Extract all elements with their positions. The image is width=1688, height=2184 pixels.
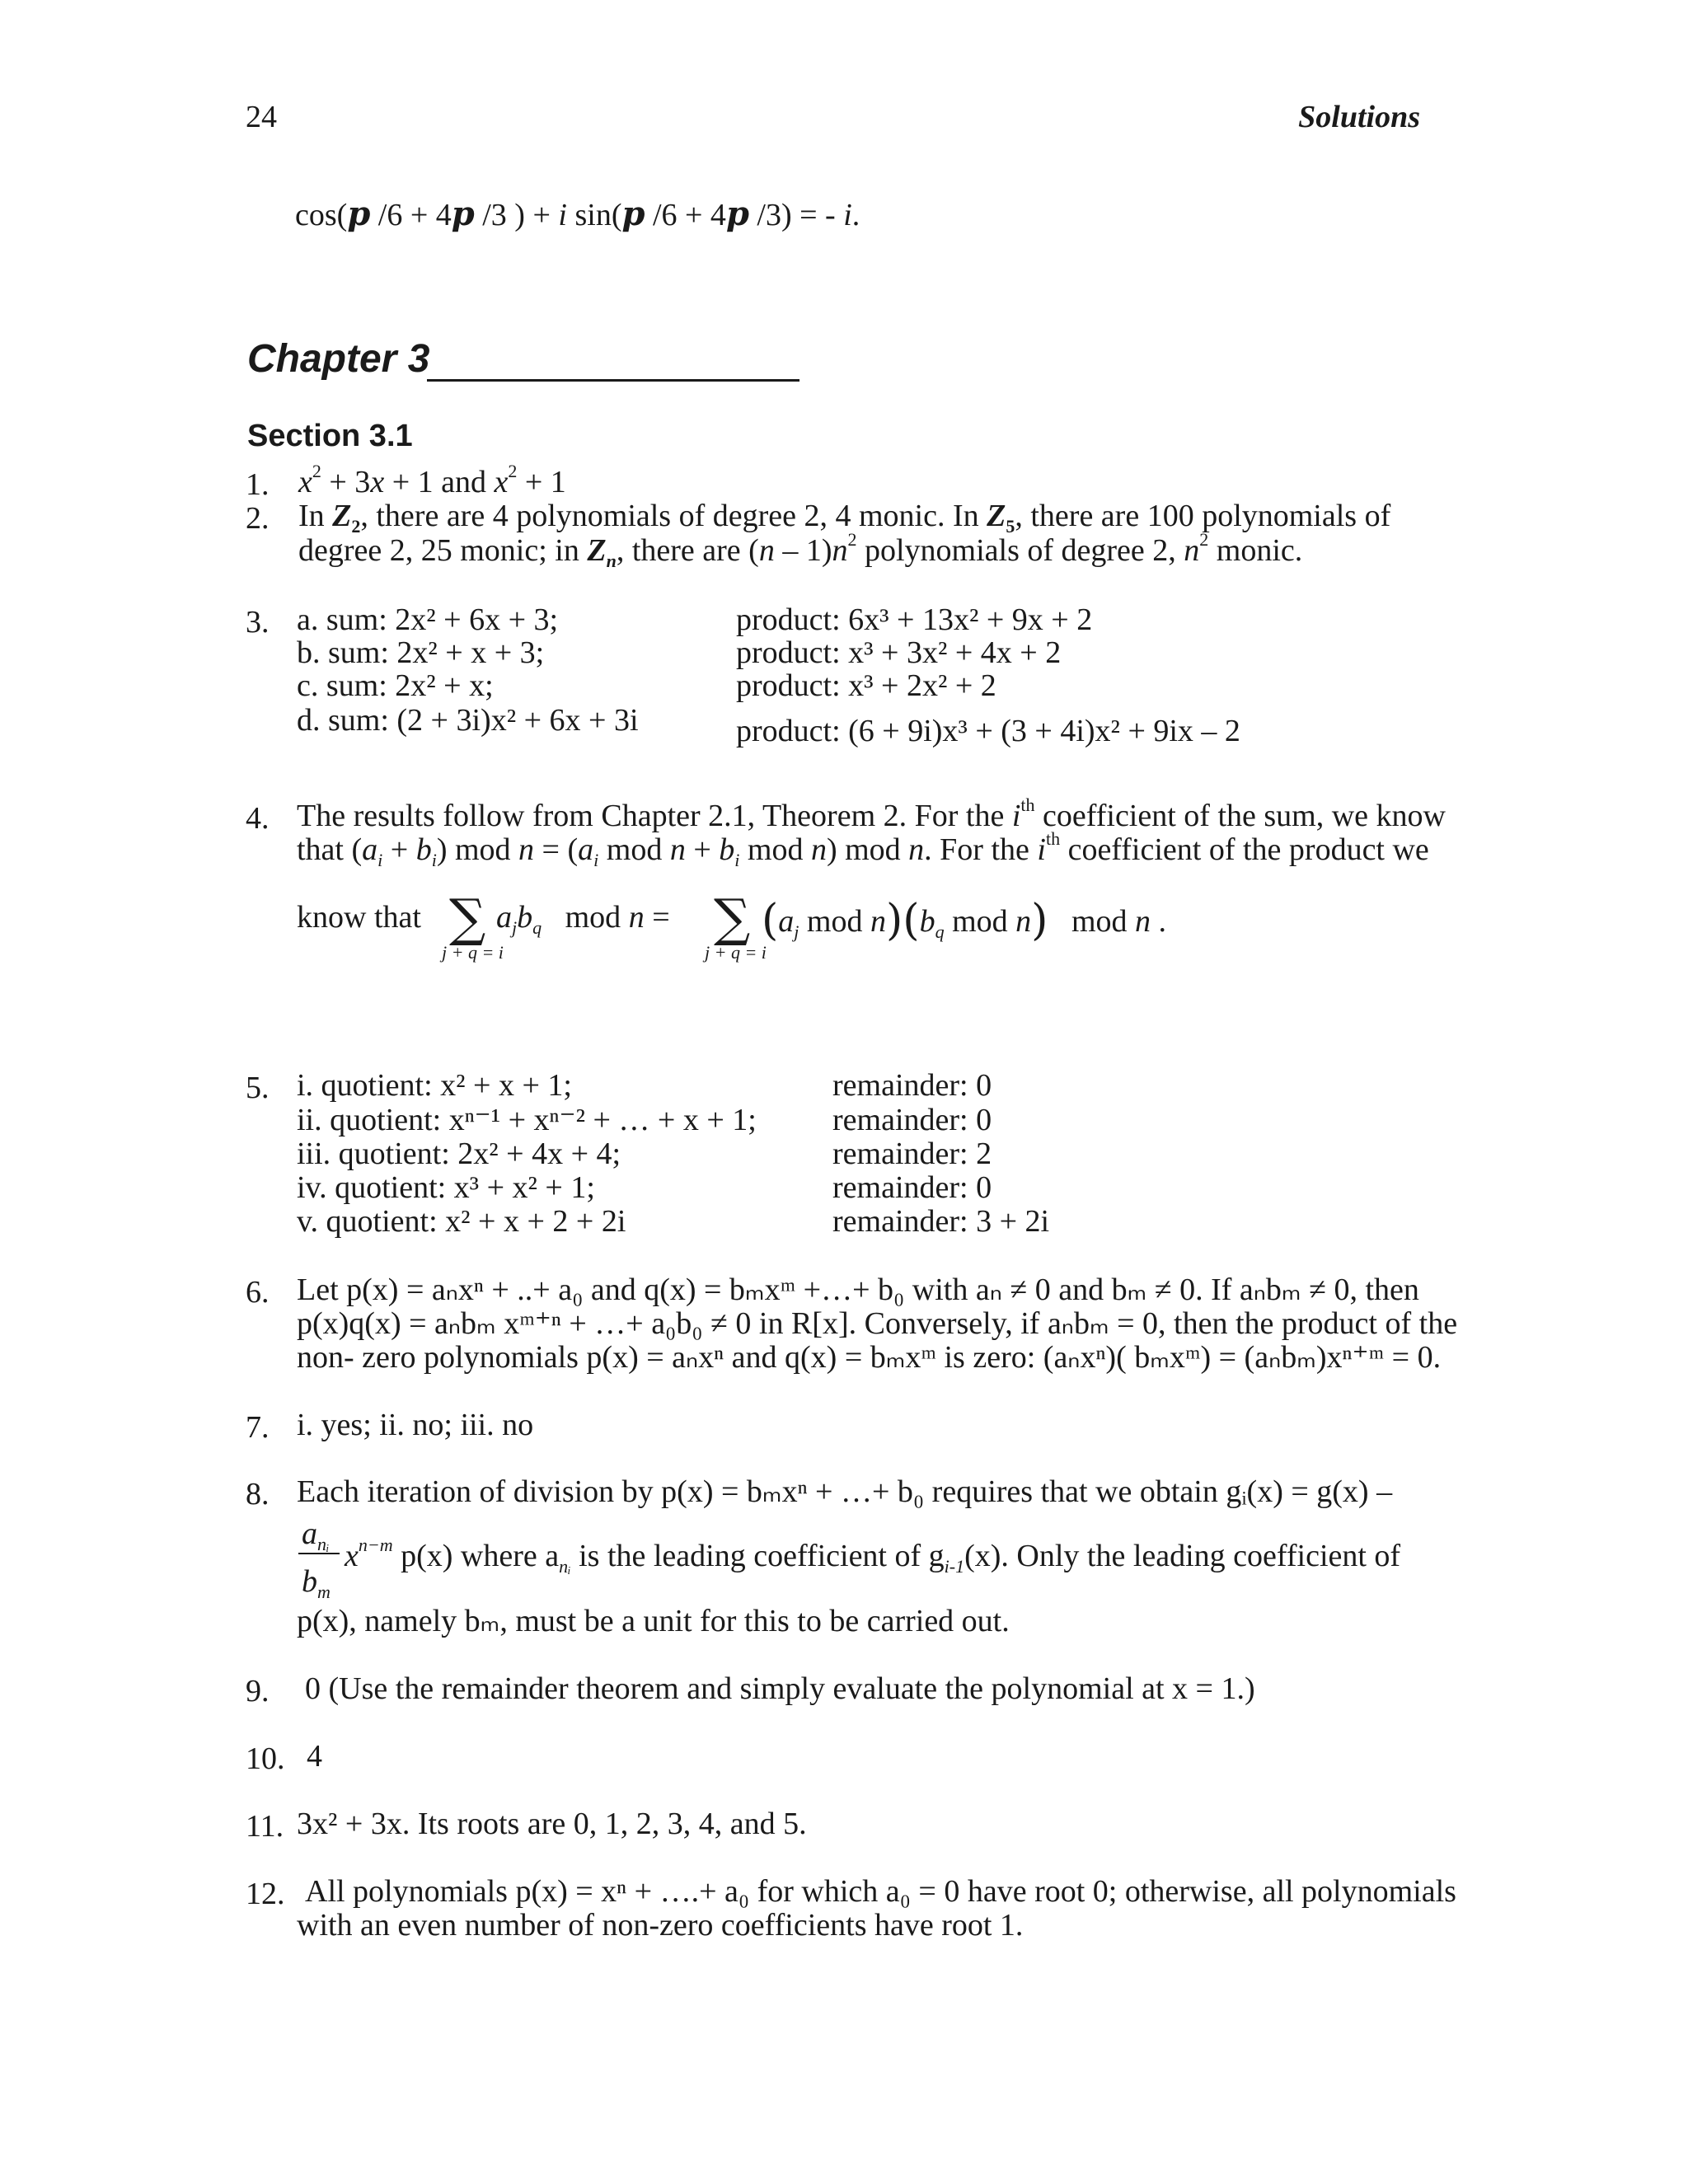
- item-number-7: 7.: [246, 1410, 270, 1445]
- item-number-2: 2.: [246, 501, 270, 536]
- summation-range-1: j + q = i: [442, 942, 504, 963]
- item-5-remainder-5: remainder: 3 + 2i: [832, 1204, 1050, 1239]
- item-8-line-3: p(x), namely bₘ, must be a unit for this to be carried out.: [297, 1604, 1010, 1638]
- page-number: 24: [246, 100, 277, 134]
- item-2-line-2: degree 2, 25 monic; in $Z_n$, there are $(n - 1)n^2$ polynomials of degree 2, $n^2$ monic.: [298, 529, 1303, 571]
- item-5-quotient-5: v. quotient: x² + x + 2 + 2i: [297, 1204, 626, 1239]
- chapter-title: Chapter 3: [247, 337, 430, 381]
- item-number-10: 10.: [246, 1741, 285, 1776]
- item-number-12: 12.: [246, 1877, 285, 1911]
- item-10-text: 4: [307, 1739, 322, 1774]
- item-number-9: 9.: [246, 1674, 270, 1708]
- item-5-quotient-3: iii. quotient: 2x² + 4x + 4;: [297, 1137, 621, 1171]
- item-8-line-1: Each iteration of division by p(x) = bₘxⁿ + …+ b₀ requires that we obtain gᵢ(x) = g(x) –: [297, 1474, 1393, 1509]
- item-5-remainder-2: remainder: 0: [832, 1103, 992, 1137]
- item-5-remainder-1: remainder: 0: [832, 1068, 992, 1103]
- chapter-underline: [427, 379, 799, 382]
- item-3-c-product: product: x³ + 2x² + 2: [736, 668, 996, 703]
- item-11-text: 3x² + 3x. Its roots are 0, 1, 2, 3, 4, and 5.: [297, 1807, 807, 1841]
- running-header-title: Solutions: [1298, 100, 1420, 134]
- intro-equation: cos(p /6 + 4p /3 ) + i sin(p /6 + 4p /3) = - i.: [295, 194, 860, 233]
- item-3-b-product: product: x³ + 3x² + 4x + 2: [736, 635, 1062, 670]
- item-number-4: 4.: [246, 801, 270, 836]
- item-4-formula-lhs: $a_jb_q$ mod n =: [496, 900, 670, 938]
- item-number-6: 6.: [246, 1275, 270, 1310]
- item-12-line-1: All polynomials p(x) = xⁿ + ….+ a₀ for which a₀ = 0 have root 0; otherwise, all polynomials: [305, 1874, 1456, 1909]
- summation-range-2: j + q = i: [705, 942, 767, 963]
- summation-symbol-1: ∑: [449, 888, 486, 948]
- item-4-know-that: know that: [297, 900, 421, 935]
- item-1-text: $x^2 + 3x + 1$ and $x^2 + 1$: [298, 461, 566, 499]
- item-9-text: 0 (Use the remainder theorem and simply evaluate the polynomial at x = 1.): [305, 1671, 1255, 1706]
- item-5-quotient-2: ii. quotient: xⁿ⁻¹ + xⁿ⁻² + … + x + 1;: [297, 1103, 757, 1137]
- item-3-d-sum: d. sum: (2 + 3i)x² + 6x + 3i: [297, 703, 639, 738]
- item-number-3: 3.: [246, 605, 270, 640]
- item-4-line-2: that $(a_i + b_i)$ mod $n = (a_i$ mod $n + b_i$ mod n) mod n. For the $i^{th}$ coefficient of the product we: [297, 828, 1429, 870]
- item-7-text: i. yes; ii. no; iii. no: [297, 1408, 534, 1442]
- item-8-line-2: $x^{n-m}$ p(x) where $a_{nᵢ}$ is the leading coefficient of $g_{i-1}(x)$. Only the leading coefficient of: [345, 1535, 1401, 1577]
- item-6-line-3: non- zero polynomials p(x) = aₙxⁿ and q(x) = bₘxᵐ is zero: (aₙxⁿ)( bₘxᵐ) = (aₙbₘ)xⁿ⁺ᵐ = 0.: [297, 1340, 1442, 1375]
- item-8-fraction-numerator: $a_{nᵢ}$: [302, 1516, 330, 1554]
- item-5-quotient-4: iv. quotient: x³ + x² + 1;: [297, 1170, 595, 1205]
- item-number-5: 5.: [246, 1071, 270, 1105]
- item-3-d-product: product: (6 + 9i)x³ + (3 + 4i)x² + 9ix – 2: [736, 714, 1240, 748]
- item-5-remainder-4: remainder: 0: [832, 1170, 992, 1205]
- item-6-line-2: p(x)q(x) = aₙbₘ xᵐ⁺ⁿ + …+ a₀b₀ ≠ 0 in R[x]. Conversely, if aₙbₘ = 0, then the product of the: [297, 1306, 1458, 1341]
- item-2-line-1: In $Z_2$, there are 4 polynomials of degree 2, 4 monic. In $Z_5$, there are 100 polynomials of: [298, 499, 1391, 537]
- item-3-c-sum: c. sum: 2x² + x;: [297, 668, 494, 703]
- item-number-1: 1.: [246, 467, 270, 502]
- item-number-8: 8.: [246, 1477, 270, 1511]
- item-8-fraction-bar: [298, 1553, 340, 1554]
- item-12-line-2: with an even number of non-zero coefficients have root 1.: [297, 1908, 1024, 1943]
- item-3-a-product: product: 6x³ + 13x² + 9x + 2: [736, 602, 1093, 637]
- item-number-11: 11.: [246, 1809, 284, 1844]
- section-title: Section 3.1: [247, 419, 413, 453]
- item-3-b-sum: b. sum: 2x² + x + 3;: [297, 635, 545, 670]
- item-4-line-1: The results follow from Chapter 2.1, Theorem 2. For the $i^{th}$ coefficient of the sum, we know: [297, 794, 1446, 833]
- item-4-formula-rhs: ($a_j$ mod $n)(b_q$ mod n) mod n .: [762, 896, 1166, 945]
- item-8-fraction-denominator: $b_m$: [302, 1564, 331, 1602]
- item-5-remainder-3: remainder: 2: [832, 1137, 992, 1171]
- item-5-quotient-1: i. quotient: x² + x + 1;: [297, 1068, 572, 1103]
- item-3-a-sum: a. sum: 2x² + 6x + 3;: [297, 602, 559, 637]
- summation-symbol-2: ∑: [714, 888, 751, 948]
- item-6-line-1: Let p(x) = aₙxⁿ + ..+ a₀ and q(x) = bₘxᵐ +…+ b₀ with aₙ ≠ 0 and bₘ ≠ 0. If aₙbₘ ≠ 0, then: [297, 1272, 1419, 1307]
